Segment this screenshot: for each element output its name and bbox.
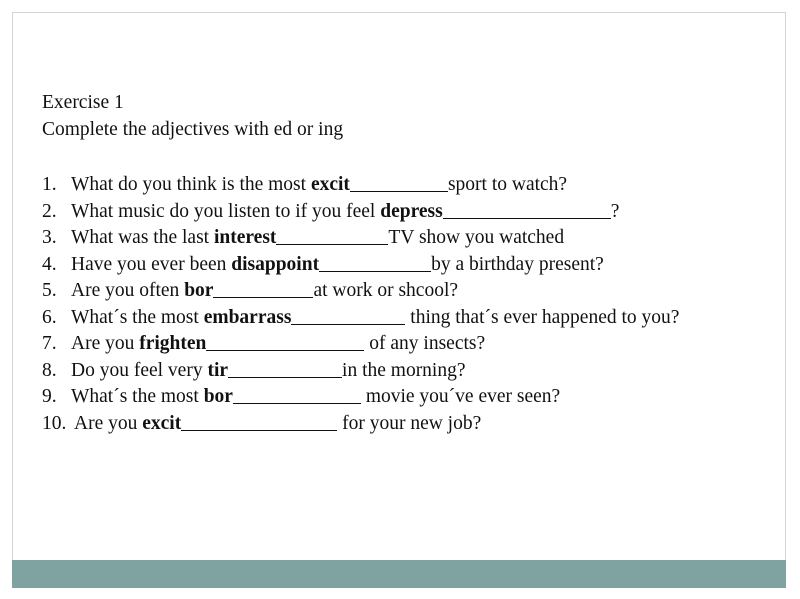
exercise-item-7	[42, 331, 787, 358]
question-text-after: sport to watch?	[447, 174, 568, 195]
item-text	[71, 199, 619, 226]
answer-blank[interactable]	[181, 412, 337, 431]
question-text-after: for your new job?	[337, 412, 482, 434]
exercise-item-1	[42, 172, 787, 199]
question-text-before: Are you	[71, 333, 140, 354]
question-text-before: Do you feel very	[71, 359, 208, 381]
exercise-item-10	[42, 411, 787, 438]
answer-blank[interactable]	[319, 253, 431, 272]
adjective-stem: bor	[203, 386, 233, 407]
item-number: 5.	[42, 280, 57, 301]
item-text	[74, 411, 481, 438]
adjective-stem: disappoint	[231, 253, 320, 275]
item-number: 3.	[42, 227, 57, 248]
answer-blank[interactable]	[213, 279, 313, 298]
answer-blank[interactable]	[233, 385, 361, 404]
item-number: 7.	[42, 333, 57, 354]
item-text	[71, 225, 564, 252]
item-number: 6.	[42, 306, 57, 328]
exercise-item-5	[42, 278, 787, 305]
question-text-after: at work or shcool?	[313, 280, 459, 301]
question-text-after: TV show you watched	[388, 227, 565, 248]
question-text-after: movie you´ve ever seen?	[360, 386, 561, 407]
adjective-stem: excit	[142, 412, 182, 434]
answer-blank[interactable]	[228, 359, 342, 378]
question-text-before: What´s the most	[71, 306, 204, 328]
answer-blank[interactable]	[443, 200, 611, 219]
adjective-stem: bor	[184, 280, 214, 301]
exercise-item-9	[42, 384, 787, 411]
answer-blank[interactable]	[276, 226, 388, 245]
exercise-instruction: Complete the adjectives with ed or ing	[42, 119, 344, 140]
answer-blank[interactable]	[350, 173, 448, 192]
footer-bar	[12, 560, 786, 588]
question-text-before: What was the last	[71, 227, 214, 248]
question-text-after: thing that´s ever happened to you?	[405, 306, 680, 328]
adjective-stem: interest	[213, 227, 277, 248]
question-text-after: ?	[610, 200, 620, 222]
item-number: 4.	[42, 253, 57, 275]
exercise-item-2	[42, 199, 787, 226]
question-text-after: in the morning?	[342, 359, 466, 381]
item-text	[71, 384, 560, 411]
item-number: 8.	[42, 359, 57, 381]
adjective-stem: tir	[207, 359, 229, 381]
item-number: 10.	[42, 412, 67, 434]
question-text-before: Have you ever been	[71, 253, 232, 275]
item-text	[71, 305, 679, 332]
question-text-before: Are you	[74, 412, 143, 434]
adjective-stem: excit	[310, 174, 350, 195]
exercise-title: Exercise 1	[42, 92, 124, 113]
item-text	[71, 172, 567, 199]
answer-blank[interactable]	[291, 306, 405, 325]
exercise-list	[42, 172, 787, 437]
exercise-item-8	[42, 358, 787, 385]
question-text-after: by a birthday present?	[431, 253, 604, 275]
item-number: 1.	[42, 174, 57, 195]
item-text	[71, 358, 466, 385]
exercise-item-4	[42, 252, 787, 279]
answer-blank[interactable]	[206, 332, 364, 351]
question-text-before: Are you often	[71, 280, 185, 301]
exercise-item-3	[42, 225, 787, 252]
adjective-stem: depress	[380, 200, 443, 222]
question-text-before: What´s the most	[71, 386, 204, 407]
question-text-before: What do you think is the most	[71, 174, 311, 195]
item-number: 2.	[42, 200, 57, 222]
item-text	[71, 252, 604, 279]
adjective-stem: embarrass	[203, 306, 292, 328]
item-text	[71, 278, 458, 305]
adjective-stem: frighten	[139, 333, 207, 354]
item-text	[71, 331, 485, 358]
exercise-item-6	[42, 305, 787, 332]
item-number: 9.	[42, 386, 57, 407]
question-text-before: What music do you listen to if you feel	[71, 200, 381, 222]
question-text-after: of any insects?	[364, 333, 486, 354]
